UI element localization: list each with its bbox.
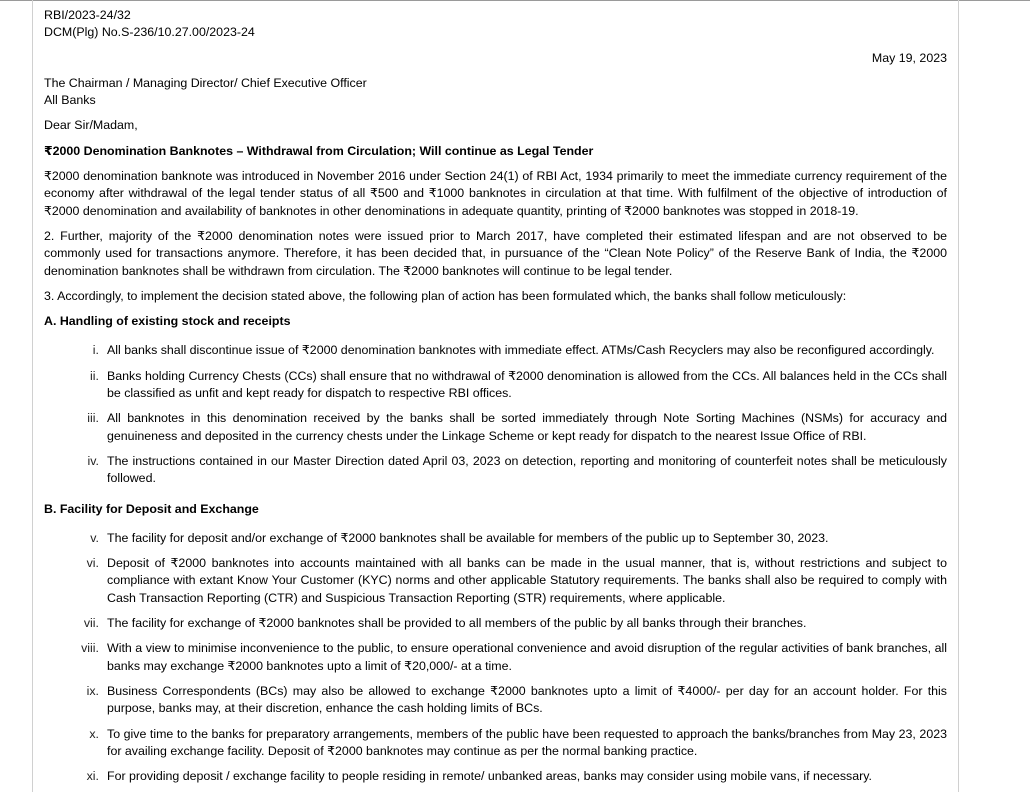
list-item — [44, 726, 947, 761]
item-text: The instructions contained in our Master Direction dated April 03, 2023 on detection, reporting and monitoring of counterfeit notes shall be meticulously followed. — [107, 453, 947, 486]
subject-line: ₹2000 Denomination Banknotes – Withdrawal from Circulation; Will continue as Legal Tender — [44, 143, 594, 158]
item-number: xi. — [86, 769, 99, 784]
list-item — [44, 530, 947, 547]
paragraph-3: 3. Accordingly, to implement the decision stated above, the following plan of action has been formulated which, the banks shall follow meticulously: — [44, 288, 847, 303]
document-date: May 19, 2023 — [871, 50, 947, 65]
addressee-line: The Chairman / Managing Director/ Chief Executive Officer — [44, 75, 367, 90]
addressee-line: All Banks — [44, 93, 96, 108]
list-item — [44, 342, 947, 359]
section-a-heading: A. Handling of existing stock and receipts — [44, 314, 291, 329]
item-text: The facility for exchange of ₹2000 banknotes shall be provided to all members of the public by all banks through their branches. — [107, 616, 807, 631]
paragraph-2: 2. Further, majority of the ₹2000 denomination notes were issued prior to March 2017, have completed their estimated lifespan and are not observed to be commonly used for transactions anymore. Therefore, it has been decided that, in pursuance of the “Clean Note Policy” of the Reserve Bank of India, the ₹2000 denomination banknotes shall be withdrawn from circulation. The ₹2000 banknotes will continue to be legal tender. — [44, 228, 947, 278]
item-number: vi. — [86, 556, 99, 571]
item-text: For providing deposit / exchange facility to people residing in remote/ unbanked areas, banks may consider using mobile vans, if necessary. — [107, 769, 872, 784]
item-number: iii. — [87, 411, 99, 426]
item-number: i. — [92, 343, 99, 358]
item-text: Deposit of ₹2000 banknotes into accounts maintained with all banks can be made in the usual manner, that is, without restrictions and subject to compliance with extant Know Your Customer (KYC) norms and other applicable Statutory requirements. The banks shall also be required to comply with Cash Transaction Reporting (CTR) and Suspicious Transaction Reporting (STR) requirements, where applicable. — [107, 556, 947, 605]
section-b-heading: B. Facility for Deposit and Exchange — [44, 501, 259, 516]
page-left-edge — [32, 0, 33, 792]
section-a-list — [44, 342, 947, 487]
item-number: ii. — [90, 368, 99, 383]
list-item — [44, 640, 947, 675]
list-item — [44, 768, 947, 785]
item-text: To give time to the banks for preparatory arrangements, members of the public have been requested to approach the banks/branches from May 23, 2023 for availing exchange facility. Deposit of ₹2000 banknotes may continue as per the normal banking practice. — [107, 726, 947, 758]
item-number: ix. — [86, 683, 99, 698]
document-page — [44, 7, 947, 793]
list-item — [44, 453, 947, 488]
department-reference: DCM(Plg) No.S-236/10.27.00/2023-24 — [44, 25, 255, 40]
list-item — [44, 410, 947, 445]
item-text: All banknotes in this denomination received by the banks shall be sorted immediately through Note Sorting Machines (NSMs) for accuracy and genuineness and deposited in the currency chests under the Linkage Scheme or kept ready for dispatch to the nearest Issue Office of RBI. — [107, 411, 947, 443]
item-text: With a view to minimise inconvenience to the public, to ensure operational convenience and avoid disruption of the regular activities of bank branches, all banks may exchange ₹2000 banknotes upto a limit of ₹20,000/- at a time. — [107, 641, 947, 673]
salutation: Dear Sir/Madam, — [44, 118, 138, 133]
top-border — [0, 0, 1030, 1]
item-number: viii. — [81, 641, 99, 656]
item-number: iv. — [87, 453, 99, 468]
page-right-edge — [958, 0, 959, 792]
item-number: v. — [90, 530, 99, 545]
item-text: The facility for deposit and/or exchange of ₹2000 banknotes shall be available for members of the public up to September 30, 2023. — [107, 530, 829, 545]
list-item — [44, 615, 947, 632]
list-item — [44, 683, 947, 718]
reference-number: RBI/2023-24/32 — [44, 8, 131, 22]
item-number: x. — [89, 726, 99, 741]
section-b-list — [44, 530, 947, 786]
item-text: All banks shall discontinue issue of ₹2000 denomination banknotes with immediate effect. ATMs/Cash Recyclers may also be reconfigured accordingly. — [107, 343, 935, 358]
item-text: Business Correspondents (BCs) may also be allowed to exchange ₹2000 banknotes upto a limit of ₹4000/- per day for an account holder. For this purpose, banks may, at their discretion, enhance the cash holding limits of BCs. — [107, 683, 947, 716]
item-number: vii. — [83, 616, 99, 631]
list-item — [44, 555, 947, 607]
list-item — [44, 368, 947, 403]
paragraph-intro: ₹2000 denomination banknote was introduced in November 2016 under Section 24(1) of RBI Act, 1934 primarily to meet the immediate currency requirement of the economy after withdrawal of the legal tender status of all ₹500 and ₹1000 banknotes in circulation at that time. With fulfilment of the objective of introduction of ₹2000 denomination and availability of banknotes in other denominations in adequate quantity, printing of ₹2000 banknotes was stopped in 2018-19. — [44, 169, 947, 218]
addressee-block — [44, 75, 947, 110]
item-text: Banks holding Currency Chests (CCs) shall ensure that no withdrawal of ₹2000 denomination is allowed from the CCs. All balances held in the CCs shall be classified as unfit and kept ready for dispatch to respective RBI offices. — [107, 368, 947, 401]
